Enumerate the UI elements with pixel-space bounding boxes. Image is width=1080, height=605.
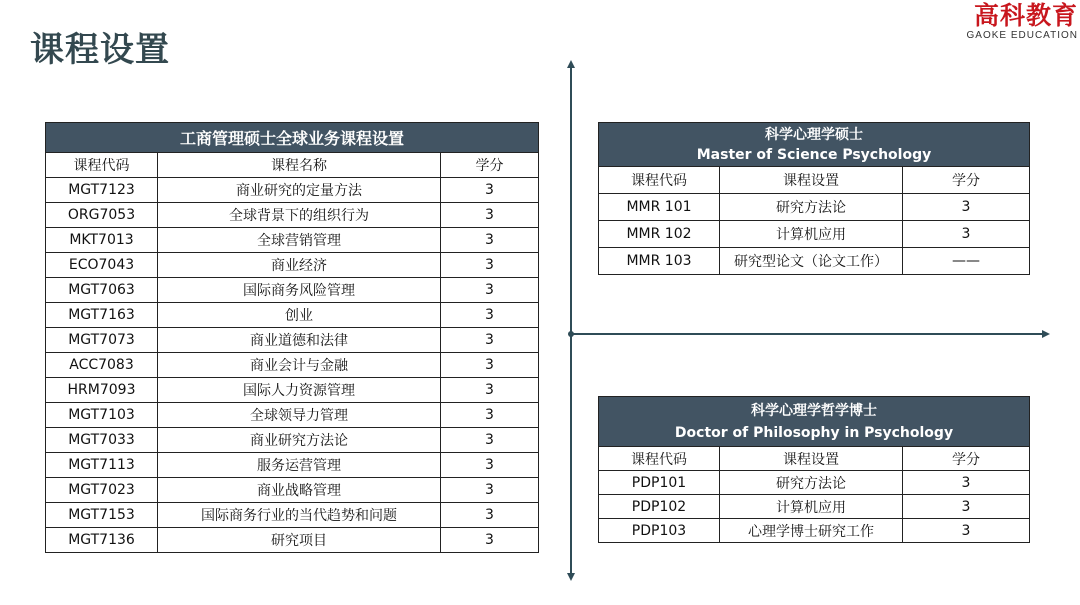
- table-row: [599, 248, 1030, 275]
- credit-cell: 3: [441, 353, 539, 378]
- table-row: [46, 428, 539, 453]
- course-name-cell: 计算机应用: [720, 495, 903, 519]
- brand-subtitle: GAOKE EDUCATION: [966, 30, 1078, 41]
- mba-table-title: 工商管理硕士全球业务课程设置: [46, 123, 539, 153]
- table-row: [46, 353, 539, 378]
- column-header: 课程代码: [599, 167, 720, 194]
- table-row: [46, 328, 539, 353]
- table-row: [599, 495, 1030, 519]
- credit-cell: 3: [441, 428, 539, 453]
- credit-cell: 3: [441, 178, 539, 203]
- table-row: [599, 471, 1030, 495]
- credit-cell: ——: [903, 248, 1030, 275]
- table-row: [46, 503, 539, 528]
- arrow-up-icon: [567, 60, 575, 68]
- column-header: 课程代码: [46, 153, 158, 178]
- course-name-cell: 商业道德和法律: [158, 328, 441, 353]
- column-header: 课程设置: [720, 167, 903, 194]
- table-row: [46, 303, 539, 328]
- course-name-cell: 商业经济: [158, 253, 441, 278]
- credit-cell: 3: [441, 253, 539, 278]
- column-header: 课程名称: [158, 153, 441, 178]
- table-row: [599, 221, 1030, 248]
- column-header: 课程设置: [720, 447, 903, 471]
- course-code-cell: MGT7163: [46, 303, 158, 328]
- course-code-cell: MGT7073: [46, 328, 158, 353]
- course-code-cell: PDP103: [599, 519, 720, 543]
- course-code-cell: MGT7023: [46, 478, 158, 503]
- course-code-cell: MGT7153: [46, 503, 158, 528]
- credit-cell: 3: [441, 403, 539, 428]
- brand-name: 高科教育: [973, 1, 1078, 30]
- credit-cell: 3: [441, 528, 539, 553]
- course-name-cell: 商业研究方法论: [158, 428, 441, 453]
- course-name-cell: 全球背景下的组织行为: [158, 203, 441, 228]
- course-name-cell: 心理学博士研究工作: [720, 519, 903, 543]
- credit-cell: 3: [903, 519, 1030, 543]
- course-code-cell: MGT7136: [46, 528, 158, 553]
- arrow-down-icon: [567, 573, 575, 581]
- column-header: 学分: [903, 447, 1030, 471]
- course-name-cell: 研究型论文（论文工作）: [720, 248, 903, 275]
- table-row: [46, 478, 539, 503]
- course-name-cell: 商业战略管理: [158, 478, 441, 503]
- credit-cell: 3: [441, 203, 539, 228]
- course-name-cell: 国际商务风险管理: [158, 278, 441, 303]
- divider-center-dot: [568, 331, 574, 337]
- table-row: [46, 253, 539, 278]
- credit-cell: 3: [903, 194, 1030, 221]
- table-row: [46, 528, 539, 553]
- table-row: [46, 203, 539, 228]
- course-name-cell: 商业研究的定量方法: [158, 178, 441, 203]
- phd-table-header-row: [599, 447, 1030, 471]
- course-code-cell: MGT7033: [46, 428, 158, 453]
- course-code-cell: ORG7053: [46, 203, 158, 228]
- arrow-right-icon: [1042, 330, 1050, 338]
- phd-course-table: [598, 396, 1030, 543]
- credit-cell: 3: [441, 278, 539, 303]
- table-row: [599, 194, 1030, 221]
- credit-cell: 3: [441, 378, 539, 403]
- msc-table-header-row: [599, 167, 1030, 194]
- credit-cell: 3: [903, 471, 1030, 495]
- course-name-cell: 计算机应用: [720, 221, 903, 248]
- table-row: [46, 453, 539, 478]
- course-code-cell: PDP101: [599, 471, 720, 495]
- course-code-cell: PDP102: [599, 495, 720, 519]
- course-name-cell: 全球领导力管理: [158, 403, 441, 428]
- course-code-cell: MGT7123: [46, 178, 158, 203]
- table-row: [46, 228, 539, 253]
- course-name-cell: 国际商务行业的当代趋势和问题: [158, 503, 441, 528]
- course-code-cell: MKT7013: [46, 228, 158, 253]
- course-name-cell: 研究方法论: [720, 194, 903, 221]
- table-row: [599, 519, 1030, 543]
- course-code-cell: MMR 103: [599, 248, 720, 275]
- column-header: 课程代码: [599, 447, 720, 471]
- course-name-cell: 研究方法论: [720, 471, 903, 495]
- course-code-cell: MMR 102: [599, 221, 720, 248]
- msc-course-table: [598, 122, 1030, 275]
- page-title: 课程设置: [30, 30, 170, 70]
- credit-cell: 3: [441, 453, 539, 478]
- course-code-cell: MMR 101: [599, 194, 720, 221]
- mba-table-header-row: [46, 153, 539, 178]
- course-name-cell: 创业: [158, 303, 441, 328]
- course-code-cell: ACC7083: [46, 353, 158, 378]
- table-row: [46, 278, 539, 303]
- course-name-cell: 研究项目: [158, 528, 441, 553]
- table-row: [46, 178, 539, 203]
- column-header: 学分: [441, 153, 539, 178]
- table-row: [46, 378, 539, 403]
- mba-course-table: [45, 122, 539, 553]
- credit-cell: 3: [441, 228, 539, 253]
- table-row: [46, 403, 539, 428]
- phd-table-title: [599, 397, 1030, 447]
- course-code-cell: HRM7093: [46, 378, 158, 403]
- credit-cell: 3: [441, 478, 539, 503]
- credit-cell: 3: [441, 328, 539, 353]
- phd-title-en: Doctor of Philosophy in Psychology: [674, 424, 954, 441]
- column-header: 学分: [903, 167, 1030, 194]
- course-name-cell: 国际人力资源管理: [158, 378, 441, 403]
- course-name-cell: 服务运营管理: [158, 453, 441, 478]
- course-code-cell: MGT7063: [46, 278, 158, 303]
- phd-title-cn: 科学心理学哲学博士: [751, 402, 877, 419]
- msc-table-title: [599, 123, 1030, 167]
- credit-cell: 3: [441, 303, 539, 328]
- course-name-cell: 商业会计与金融: [158, 353, 441, 378]
- credit-cell: 3: [903, 495, 1030, 519]
- course-code-cell: MGT7103: [46, 403, 158, 428]
- course-code-cell: ECO7043: [46, 253, 158, 278]
- credit-cell: 3: [903, 221, 1030, 248]
- course-code-cell: MGT7113: [46, 453, 158, 478]
- msc-title-cn: 科学心理学硕士: [765, 126, 863, 143]
- msc-title-en: Master of Science Psychology: [696, 146, 932, 163]
- course-name-cell: 全球营销管理: [158, 228, 441, 253]
- brand-logo: [967, 2, 1079, 41]
- credit-cell: 3: [441, 503, 539, 528]
